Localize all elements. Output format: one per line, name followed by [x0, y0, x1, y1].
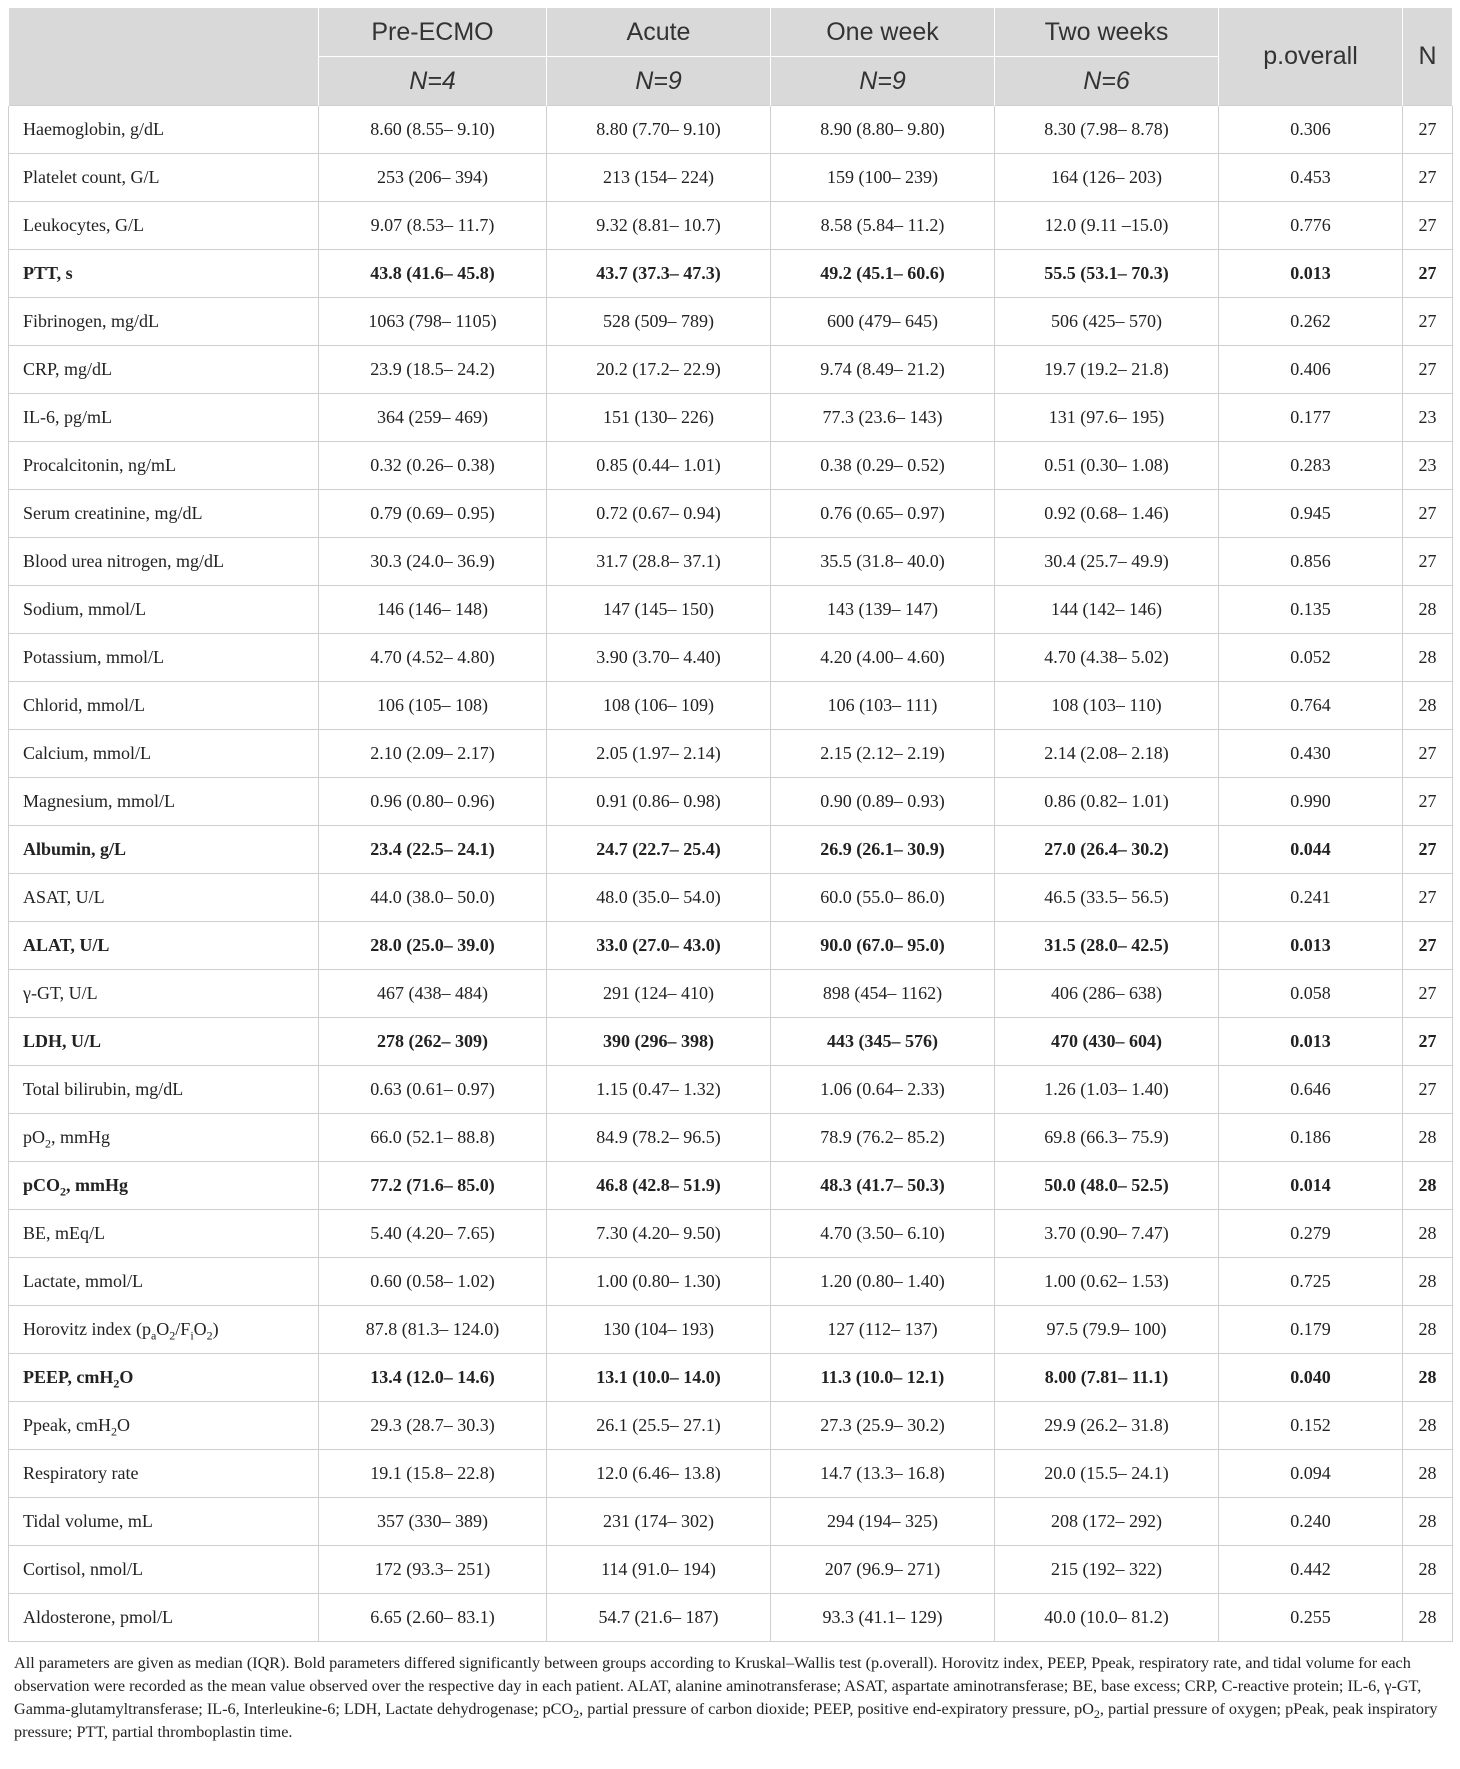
- table-row: [9, 1402, 1453, 1450]
- value-cell: 23.4 (22.5– 24.1): [319, 826, 547, 874]
- value-cell: 4.70 (4.38– 5.02): [995, 634, 1219, 682]
- value-cell: 127 (112– 137): [771, 1306, 995, 1354]
- value-cell: 0.92 (0.68– 1.46): [995, 490, 1219, 538]
- value-cell: 66.0 (52.1– 88.8): [319, 1114, 547, 1162]
- n-cell: 28: [1403, 1546, 1453, 1594]
- value-cell: 43.7 (37.3– 47.3): [547, 250, 771, 298]
- value-cell: 108 (103– 110): [995, 682, 1219, 730]
- header-n-two-weeks: N=6: [995, 57, 1219, 106]
- parameter-cell: Lactate, mmol/L: [9, 1258, 319, 1306]
- value-cell: 506 (425– 570): [995, 298, 1219, 346]
- table-row: [9, 1210, 1453, 1258]
- value-cell: 159 (100– 239): [771, 154, 995, 202]
- value-cell: 13.1 (10.0– 14.0): [547, 1354, 771, 1402]
- value-cell: 130 (104– 193): [547, 1306, 771, 1354]
- value-cell: 27.3 (25.9– 30.2): [771, 1402, 995, 1450]
- value-cell: 278 (262– 309): [319, 1018, 547, 1066]
- table-row: [9, 1018, 1453, 1066]
- value-cell: 151 (130– 226): [547, 394, 771, 442]
- value-cell: 8.00 (7.81– 11.1): [995, 1354, 1219, 1402]
- table-row: [9, 1258, 1453, 1306]
- n-cell: 28: [1403, 682, 1453, 730]
- table-row: [9, 202, 1453, 250]
- parameter-cell: Tidal volume, mL: [9, 1498, 319, 1546]
- table-row: [9, 1306, 1453, 1354]
- n-cell: 28: [1403, 1594, 1453, 1642]
- table-row: [9, 682, 1453, 730]
- p-value-cell: 0.052: [1219, 634, 1403, 682]
- value-cell: 26.9 (26.1– 30.9): [771, 826, 995, 874]
- value-cell: 43.8 (41.6– 45.8): [319, 250, 547, 298]
- value-cell: 390 (296– 398): [547, 1018, 771, 1066]
- parameter-cell: IL-6, pg/mL: [9, 394, 319, 442]
- value-cell: 364 (259– 469): [319, 394, 547, 442]
- value-cell: 0.86 (0.82– 1.01): [995, 778, 1219, 826]
- value-cell: 0.72 (0.67– 0.94): [547, 490, 771, 538]
- value-cell: 8.60 (8.55– 9.10): [319, 106, 547, 154]
- value-cell: 8.30 (7.98– 8.78): [995, 106, 1219, 154]
- table-row: [9, 298, 1453, 346]
- value-cell: 35.5 (31.8– 40.0): [771, 538, 995, 586]
- value-cell: 470 (430– 604): [995, 1018, 1219, 1066]
- value-cell: 31.5 (28.0– 42.5): [995, 922, 1219, 970]
- value-cell: 2.14 (2.08– 2.18): [995, 730, 1219, 778]
- header-n-acute: N=9: [547, 57, 771, 106]
- value-cell: 50.0 (48.0– 52.5): [995, 1162, 1219, 1210]
- table-header: [9, 8, 1453, 106]
- p-value-cell: 0.177: [1219, 394, 1403, 442]
- value-cell: 29.9 (26.2– 31.8): [995, 1402, 1219, 1450]
- n-cell: 23: [1403, 394, 1453, 442]
- p-value-cell: 0.135: [1219, 586, 1403, 634]
- value-cell: 12.0 (6.46– 13.8): [547, 1450, 771, 1498]
- header-n: N: [1403, 8, 1453, 106]
- table-row: [9, 1450, 1453, 1498]
- value-cell: 9.74 (8.49– 21.2): [771, 346, 995, 394]
- value-cell: 0.32 (0.26– 0.38): [319, 442, 547, 490]
- n-cell: 28: [1403, 1258, 1453, 1306]
- p-value-cell: 0.044: [1219, 826, 1403, 874]
- value-cell: 114 (91.0– 194): [547, 1546, 771, 1594]
- value-cell: 26.1 (25.5– 27.1): [547, 1402, 771, 1450]
- p-value-cell: 0.179: [1219, 1306, 1403, 1354]
- table-row: [9, 826, 1453, 874]
- value-cell: 30.3 (24.0– 36.9): [319, 538, 547, 586]
- n-cell: 27: [1403, 106, 1453, 154]
- table-row: [9, 106, 1453, 154]
- value-cell: 87.8 (81.3– 124.0): [319, 1306, 547, 1354]
- value-cell: 294 (194– 325): [771, 1498, 995, 1546]
- parameter-cell: Potassium, mmol/L: [9, 634, 319, 682]
- table-row: [9, 1114, 1453, 1162]
- value-cell: 8.58 (5.84– 11.2): [771, 202, 995, 250]
- parameter-cell: Blood urea nitrogen, mg/dL: [9, 538, 319, 586]
- value-cell: 77.3 (23.6– 143): [771, 394, 995, 442]
- parameter-cell: Platelet count, G/L: [9, 154, 319, 202]
- table-row: [9, 730, 1453, 778]
- n-cell: 28: [1403, 1162, 1453, 1210]
- value-cell: 1.20 (0.80– 1.40): [771, 1258, 995, 1306]
- value-cell: 147 (145– 150): [547, 586, 771, 634]
- p-value-cell: 0.013: [1219, 1018, 1403, 1066]
- p-value-cell: 0.306: [1219, 106, 1403, 154]
- value-cell: 0.90 (0.89– 0.93): [771, 778, 995, 826]
- n-cell: 28: [1403, 1306, 1453, 1354]
- table-row: [9, 154, 1453, 202]
- p-value-cell: 0.646: [1219, 1066, 1403, 1114]
- n-cell: 28: [1403, 1354, 1453, 1402]
- parameter-cell: Horovitz index $(p_aO_2/F_iO_2)$: [9, 1306, 319, 1354]
- value-cell: 0.76 (0.65– 0.97): [771, 490, 995, 538]
- value-cell: 8.80 (7.70– 9.10): [547, 106, 771, 154]
- parameter-cell: Total bilirubin, mg/dL: [9, 1066, 319, 1114]
- p-value-cell: 0.058: [1219, 970, 1403, 1018]
- value-cell: 213 (154– 224): [547, 154, 771, 202]
- value-cell: 231 (174– 302): [547, 1498, 771, 1546]
- value-cell: 1.15 (0.47– 1.32): [547, 1066, 771, 1114]
- header-parameter-cell: [9, 8, 319, 106]
- value-cell: 1.26 (1.03– 1.40): [995, 1066, 1219, 1114]
- n-cell: 27: [1403, 730, 1453, 778]
- p-value-cell: 0.262: [1219, 298, 1403, 346]
- parameter-cell: Magnesium, mmol/L: [9, 778, 319, 826]
- value-cell: 20.2 (17.2– 22.9): [547, 346, 771, 394]
- value-cell: 46.8 (42.8– 51.9): [547, 1162, 771, 1210]
- parameter-cell: PTT, s: [9, 250, 319, 298]
- value-cell: 4.70 (3.50– 6.10): [771, 1210, 995, 1258]
- value-cell: 55.5 (53.1– 70.3): [995, 250, 1219, 298]
- parameter-cell: Sodium, mmol/L: [9, 586, 319, 634]
- value-cell: 4.70 (4.52– 4.80): [319, 634, 547, 682]
- value-cell: 11.3 (10.0– 12.1): [771, 1354, 995, 1402]
- parameter-cell: Albumin, g/L: [9, 826, 319, 874]
- parameter-cell: CRP, mg/dL: [9, 346, 319, 394]
- table-row: [9, 1546, 1453, 1594]
- value-cell: 40.0 (10.0– 81.2): [995, 1594, 1219, 1642]
- n-cell: 28: [1403, 1402, 1453, 1450]
- table-row: [9, 442, 1453, 490]
- parameter-cell: Respiratory rate: [9, 1450, 319, 1498]
- value-cell: 207 (96.9– 271): [771, 1546, 995, 1594]
- table-row: [9, 874, 1453, 922]
- p-value-cell: 0.241: [1219, 874, 1403, 922]
- value-cell: 24.7 (22.7– 25.4): [547, 826, 771, 874]
- n-cell: 27: [1403, 1018, 1453, 1066]
- n-cell: 27: [1403, 298, 1453, 346]
- parameter-cell: Aldosterone, pmol/L: [9, 1594, 319, 1642]
- value-cell: 3.90 (3.70– 4.40): [547, 634, 771, 682]
- parameter-cell: ALAT, U/L: [9, 922, 319, 970]
- header-p-overall: p.overall: [1219, 8, 1403, 106]
- parameter-cell: Serum creatinine, mg/dL: [9, 490, 319, 538]
- n-cell: 28: [1403, 1210, 1453, 1258]
- value-cell: 146 (146– 148): [319, 586, 547, 634]
- p-value-cell: 0.013: [1219, 922, 1403, 970]
- value-cell: 2.15 (2.12– 2.19): [771, 730, 995, 778]
- p-value-cell: 0.776: [1219, 202, 1403, 250]
- value-cell: 215 (192– 322): [995, 1546, 1219, 1594]
- value-cell: 0.38 (0.29– 0.52): [771, 442, 995, 490]
- n-cell: 27: [1403, 922, 1453, 970]
- value-cell: 7.30 (4.20– 9.50): [547, 1210, 771, 1258]
- value-cell: 528 (509– 789): [547, 298, 771, 346]
- n-cell: 27: [1403, 970, 1453, 1018]
- table-row: [9, 634, 1453, 682]
- parameter-cell: ASAT, U/L: [9, 874, 319, 922]
- n-cell: 28: [1403, 586, 1453, 634]
- table-row: [9, 346, 1453, 394]
- value-cell: 90.0 (67.0– 95.0): [771, 922, 995, 970]
- table-row: [9, 394, 1453, 442]
- p-value-cell: 0.255: [1219, 1594, 1403, 1642]
- value-cell: 1.00 (0.80– 1.30): [547, 1258, 771, 1306]
- parameter-cell: Chlorid, mmol/L: [9, 682, 319, 730]
- value-cell: 19.7 (19.2– 21.8): [995, 346, 1219, 394]
- p-value-cell: 0.764: [1219, 682, 1403, 730]
- value-cell: 0.79 (0.69– 0.95): [319, 490, 547, 538]
- value-cell: 97.5 (79.9– 100): [995, 1306, 1219, 1354]
- header-group-two-weeks: Two weeks: [995, 8, 1219, 57]
- value-cell: 44.0 (38.0– 50.0): [319, 874, 547, 922]
- p-value-cell: 0.725: [1219, 1258, 1403, 1306]
- value-cell: 1.00 (0.62– 1.53): [995, 1258, 1219, 1306]
- value-cell: 898 (454– 1162): [771, 970, 995, 1018]
- table-row: [9, 778, 1453, 826]
- value-cell: 0.85 (0.44– 1.01): [547, 442, 771, 490]
- p-value-cell: 0.240: [1219, 1498, 1403, 1546]
- parameter-cell: pCO$_2$, mmHg: [9, 1162, 319, 1210]
- table-row: [9, 1498, 1453, 1546]
- value-cell: 5.40 (4.20– 7.65): [319, 1210, 547, 1258]
- value-cell: 1063 (798– 1105): [319, 298, 547, 346]
- n-cell: 28: [1403, 634, 1453, 682]
- value-cell: 0.63 (0.61– 0.97): [319, 1066, 547, 1114]
- lab-values-table: [8, 8, 1453, 1642]
- n-cell: 27: [1403, 490, 1453, 538]
- n-cell: 27: [1403, 538, 1453, 586]
- value-cell: 208 (172– 292): [995, 1498, 1219, 1546]
- table-row: [9, 1162, 1453, 1210]
- table-row: [9, 922, 1453, 970]
- n-cell: 27: [1403, 874, 1453, 922]
- value-cell: 106 (105– 108): [319, 682, 547, 730]
- n-cell: 23: [1403, 442, 1453, 490]
- value-cell: 14.7 (13.3– 16.8): [771, 1450, 995, 1498]
- table-row: [9, 250, 1453, 298]
- parameter-cell: Procalcitonin, ng/mL: [9, 442, 319, 490]
- p-value-cell: 0.283: [1219, 442, 1403, 490]
- value-cell: 2.05 (1.97– 2.14): [547, 730, 771, 778]
- value-cell: 143 (139– 147): [771, 586, 995, 634]
- parameter-cell: γ-GT, U/L: [9, 970, 319, 1018]
- value-cell: 131 (97.6– 195): [995, 394, 1219, 442]
- n-cell: 28: [1403, 1450, 1453, 1498]
- value-cell: 0.91 (0.86– 0.98): [547, 778, 771, 826]
- p-value-cell: 0.406: [1219, 346, 1403, 394]
- value-cell: 19.1 (15.8– 22.8): [319, 1450, 547, 1498]
- value-cell: 27.0 (26.4– 30.2): [995, 826, 1219, 874]
- table-row: [9, 586, 1453, 634]
- parameter-cell: $pO_2$, mmHg: [9, 1114, 319, 1162]
- p-value-cell: 0.014: [1219, 1162, 1403, 1210]
- value-cell: 54.7 (21.6– 187): [547, 1594, 771, 1642]
- table-row: [9, 538, 1453, 586]
- value-cell: 291 (124– 410): [547, 970, 771, 1018]
- n-cell: 27: [1403, 1066, 1453, 1114]
- n-cell: 27: [1403, 202, 1453, 250]
- value-cell: 8.90 (8.80– 9.80): [771, 106, 995, 154]
- header-group-one-week: One week: [771, 8, 995, 57]
- parameter-cell: Cortisol, nmol/L: [9, 1546, 319, 1594]
- value-cell: 164 (126– 203): [995, 154, 1219, 202]
- value-cell: 20.0 (15.5– 24.1): [995, 1450, 1219, 1498]
- n-cell: 27: [1403, 346, 1453, 394]
- value-cell: 48.0 (35.0– 54.0): [547, 874, 771, 922]
- parameter-cell: Calcium, mmol/L: [9, 730, 319, 778]
- table-body: [9, 106, 1453, 1642]
- parameter-cell: Leukocytes, G/L: [9, 202, 319, 250]
- value-cell: 467 (438– 484): [319, 970, 547, 1018]
- value-cell: 48.3 (41.7– 50.3): [771, 1162, 995, 1210]
- value-cell: 0.60 (0.58– 1.02): [319, 1258, 547, 1306]
- p-value-cell: 0.453: [1219, 154, 1403, 202]
- value-cell: 406 (286– 638): [995, 970, 1219, 1018]
- value-cell: 23.9 (18.5– 24.2): [319, 346, 547, 394]
- table-footnote: All parameters are given as median (IQR). Bold parameters differed significantly between groups according to Kruskal–Wallis test (p.overall). Horovitz index, PEEP, Ppeak, respiratory rate, and tidal volume for each observation were recorded as the mean value observed over the respective day in each patient. ALAT, alanine aminotransferase; ASAT, aspartate aminotransferase; BE, base excess; CRP, C-reactive protein; IL-6, γ-GT, Gamma-glutamyltransferase; IL-6, Interleukine-6; LDH, Lactate dehydrogenase; pCO$_2$, partial pressure of carbon dioxide; PEEP, positive end-expiratory pressure, $pO_2$, partial pressure of oxygen; pPeak, peak inspiratory pressure; PTT, partial thromboplastin time.: [14, 1654, 1438, 1741]
- parameter-cell: LDH, U/L: [9, 1018, 319, 1066]
- parameter-cell: BE, mEq/L: [9, 1210, 319, 1258]
- p-value-cell: 0.279: [1219, 1210, 1403, 1258]
- n-cell: 27: [1403, 154, 1453, 202]
- value-cell: 49.2 (45.1– 60.6): [771, 250, 995, 298]
- value-cell: 77.2 (71.6– 85.0): [319, 1162, 547, 1210]
- table-row: [9, 970, 1453, 1018]
- header-group-pre-ecmo: Pre-ECMO: [319, 8, 547, 57]
- value-cell: 33.0 (27.0– 43.0): [547, 922, 771, 970]
- value-cell: 3.70 (0.90– 7.47): [995, 1210, 1219, 1258]
- p-value-cell: 0.430: [1219, 730, 1403, 778]
- value-cell: 172 (93.3– 251): [319, 1546, 547, 1594]
- value-cell: 13.4 (12.0– 14.6): [319, 1354, 547, 1402]
- parameter-cell: Haemoglobin, g/dL: [9, 106, 319, 154]
- value-cell: 443 (345– 576): [771, 1018, 995, 1066]
- n-cell: 28: [1403, 1114, 1453, 1162]
- value-cell: 6.65 (2.60– 83.1): [319, 1594, 547, 1642]
- p-value-cell: 0.990: [1219, 778, 1403, 826]
- p-value-cell: 0.856: [1219, 538, 1403, 586]
- value-cell: 0.96 (0.80– 0.96): [319, 778, 547, 826]
- n-cell: 27: [1403, 250, 1453, 298]
- table-row: [9, 1066, 1453, 1114]
- p-value-cell: 0.945: [1219, 490, 1403, 538]
- n-cell: 27: [1403, 826, 1453, 874]
- value-cell: 28.0 (25.0– 39.0): [319, 922, 547, 970]
- value-cell: 106 (103– 111): [771, 682, 995, 730]
- table-row: [9, 1354, 1453, 1402]
- table-row: [9, 490, 1453, 538]
- value-cell: 2.10 (2.09– 2.17): [319, 730, 547, 778]
- value-cell: 9.07 (8.53– 11.7): [319, 202, 547, 250]
- header-group-acute: Acute: [547, 8, 771, 57]
- p-value-cell: 0.152: [1219, 1402, 1403, 1450]
- table-row: [9, 1594, 1453, 1642]
- value-cell: 78.9 (76.2– 85.2): [771, 1114, 995, 1162]
- value-cell: 357 (330– 389): [319, 1498, 547, 1546]
- value-cell: 4.20 (4.00– 4.60): [771, 634, 995, 682]
- parameter-cell: Fibrinogen, mg/dL: [9, 298, 319, 346]
- p-value-cell: 0.013: [1219, 250, 1403, 298]
- value-cell: 144 (142– 146): [995, 586, 1219, 634]
- p-value-cell: 0.094: [1219, 1450, 1403, 1498]
- value-cell: 69.8 (66.3– 75.9): [995, 1114, 1219, 1162]
- results-table-container: [8, 8, 1452, 1744]
- value-cell: 60.0 (55.0– 86.0): [771, 874, 995, 922]
- n-cell: 27: [1403, 778, 1453, 826]
- p-value-cell: 0.442: [1219, 1546, 1403, 1594]
- value-cell: 29.3 (28.7– 30.3): [319, 1402, 547, 1450]
- value-cell: 600 (479– 645): [771, 298, 995, 346]
- value-cell: 253 (206– 394): [319, 154, 547, 202]
- value-cell: 46.5 (33.5– 56.5): [995, 874, 1219, 922]
- value-cell: 93.3 (41.1– 129): [771, 1594, 995, 1642]
- value-cell: 31.7 (28.8– 37.1): [547, 538, 771, 586]
- header-n-one-week: N=9: [771, 57, 995, 106]
- p-value-cell: 0.040: [1219, 1354, 1403, 1402]
- n-cell: 28: [1403, 1498, 1453, 1546]
- value-cell: 30.4 (25.7– 49.9): [995, 538, 1219, 586]
- value-cell: 108 (106– 109): [547, 682, 771, 730]
- p-value-cell: 0.186: [1219, 1114, 1403, 1162]
- value-cell: 1.06 (0.64– 2.33): [771, 1066, 995, 1114]
- header-n-pre-ecmo: N=4: [319, 57, 547, 106]
- parameter-cell: PEEP, cmH$_2$O: [9, 1354, 319, 1402]
- value-cell: 12.0 (9.11 –15.0): [995, 202, 1219, 250]
- value-cell: 9.32 (8.81– 10.7): [547, 202, 771, 250]
- parameter-cell: Ppeak, cmH$_2$O: [9, 1402, 319, 1450]
- value-cell: 84.9 (78.2– 96.5): [547, 1114, 771, 1162]
- value-cell: 0.51 (0.30– 1.08): [995, 442, 1219, 490]
